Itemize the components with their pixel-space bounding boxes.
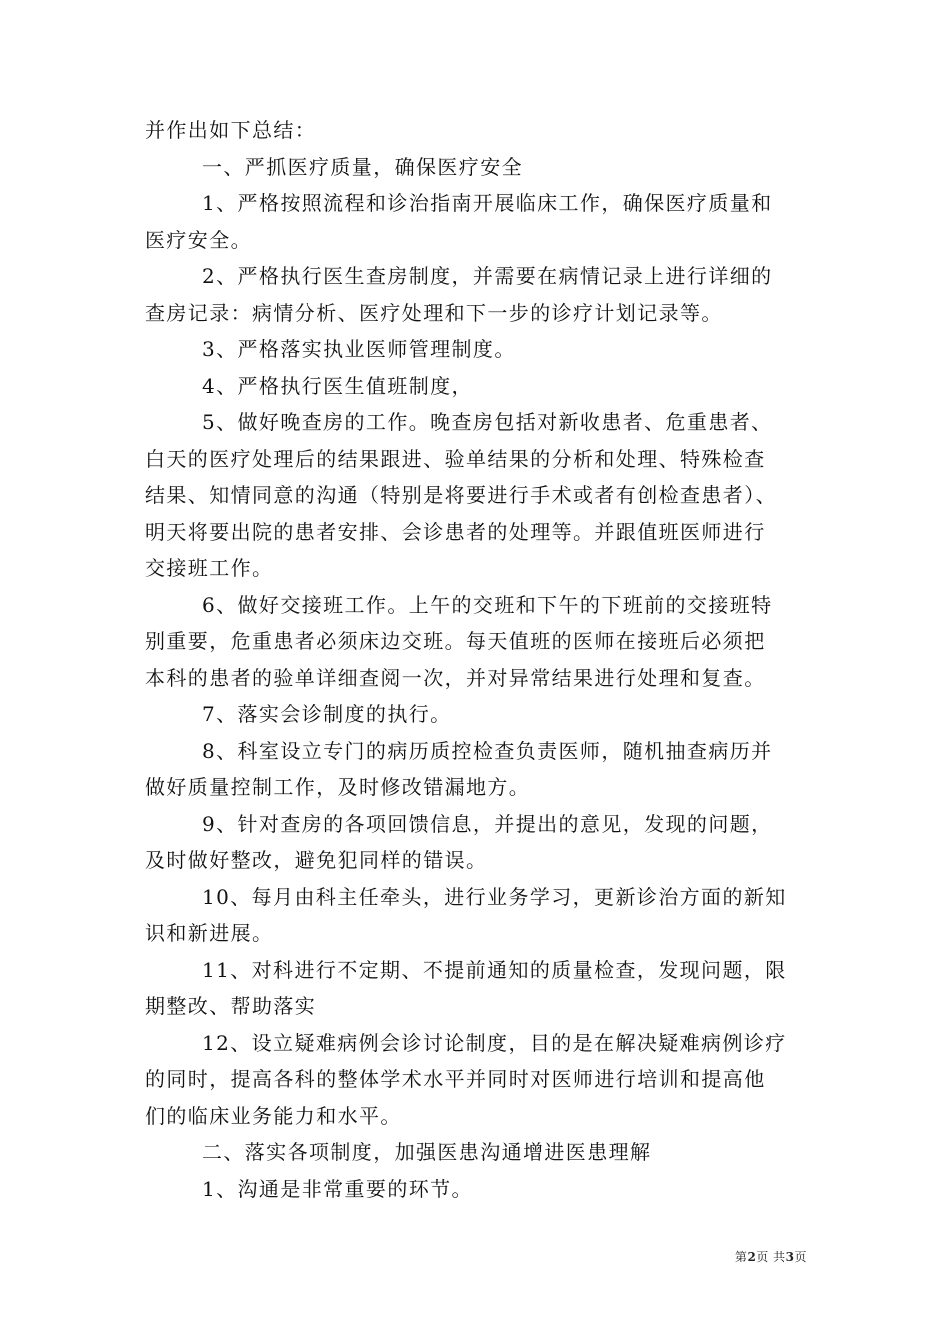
paragraph-line: 做好质量控制工作，及时修改错漏地方。	[145, 775, 531, 799]
paragraph-line: 8、科室设立专门的病历质控检查负责医师，随机抽查病历并	[202, 738, 773, 763]
paragraph-line: 5、做好晚查房的工作。晚查房包括对新收患者、危重患者、	[202, 410, 773, 434]
paragraph	[145, 952, 815, 1025]
paragraph-line: 3、严格落实执业医师管理制度。	[202, 337, 516, 361]
paragraph-line: 交接班工作。	[145, 556, 274, 580]
page-footer	[735, 1248, 807, 1265]
paragraph-line: 6、做好交接班工作。上午的交班和下午的下班前的交接班特	[202, 592, 773, 617]
document-body	[145, 112, 815, 1207]
paragraph-line: 本科的患者的验单详细查阅一次，并对异常结果进行处理和复查。	[145, 665, 766, 690]
paragraph-line: 及时做好整改，避免犯同样的错误。	[145, 848, 488, 872]
paragraph-line: 2、严格执行医生查房制度，并需要在病情记录上进行详细的	[202, 264, 773, 288]
paragraph-line: 的同时，提高各科的整体学术水平并同时对医师进行培训和提高他	[145, 1067, 766, 1091]
current-page-number: 2	[747, 1250, 757, 1264]
footer-prefix: 第	[734, 1250, 748, 1264]
paragraph	[145, 404, 815, 587]
paragraph-line: 10、每月由科主任牵头，进行业务学习，更新诊治方面的新知	[202, 884, 787, 909]
paragraph	[145, 879, 815, 952]
paragraph-line: 们的临床业务能力和水平。	[145, 1103, 402, 1128]
paragraph-line: 别重要，危重患者必须床边交班。每天值班的医师在接班后必须把	[145, 629, 766, 653]
paragraph-line: 医疗安全。	[145, 227, 252, 252]
paragraph-line: 1、沟通是非常重要的环节。	[202, 1176, 473, 1201]
footer-suffix: 页	[794, 1250, 807, 1264]
paragraph-line: 明天将要出院的患者安排、会诊患者的处理等。并跟值班医师进行	[145, 519, 766, 544]
paragraph-line: 并作出如下总结：	[145, 118, 317, 142]
paragraph-line: 期整改、帮助落实	[145, 994, 317, 1018]
paragraph-line: 1、严格按照流程和诊治指南开展临床工作，确保医疗质量和	[202, 191, 773, 215]
paragraph-line: 二、落实各项制度，加强医患沟通增进医患理解	[202, 1140, 652, 1164]
paragraph-line: 4、严格执行医生值班制度，	[202, 373, 473, 398]
paragraph	[145, 149, 815, 186]
paragraph-line: 白天的医疗处理后的结果跟进、验单结果的分析和处理、特殊检查	[145, 446, 766, 471]
paragraph-line: 9、针对查房的各项回馈信息，并提出的意见，发现的问题，	[202, 811, 773, 836]
paragraph	[145, 806, 815, 879]
paragraph	[145, 1171, 815, 1208]
paragraph-line: 结果、知情同意的沟通（特别是将要进行手术或者有创检查患者）、	[145, 483, 777, 507]
paragraph	[145, 696, 815, 733]
paragraph	[145, 185, 815, 258]
paragraph	[145, 112, 815, 149]
paragraph	[145, 733, 815, 806]
paragraph-line: 7、落实会诊制度的执行。	[202, 702, 452, 726]
paragraph-line: 一、严抓医疗质量，确保医疗安全	[202, 154, 523, 179]
total-pages-number: 3	[785, 1250, 795, 1264]
paragraph	[145, 368, 815, 405]
paragraph	[145, 331, 815, 368]
footer-middle: 页 共	[756, 1250, 786, 1264]
paragraph	[145, 1134, 815, 1171]
paragraph-line: 识和新进展。	[145, 921, 274, 945]
paragraph	[145, 258, 815, 331]
paragraph	[145, 1025, 815, 1135]
paragraph-line: 11、对科进行不定期、不提前通知的质量检查，发现问题，限	[202, 957, 787, 982]
paragraph-line: 查房记录：病情分析、医疗处理和下一步的诊疗计划记录等。	[145, 300, 723, 325]
paragraph-line: 12、设立疑难病例会诊讨论制度，目的是在解决疑难病例诊疗	[202, 1030, 787, 1055]
paragraph	[145, 587, 815, 697]
